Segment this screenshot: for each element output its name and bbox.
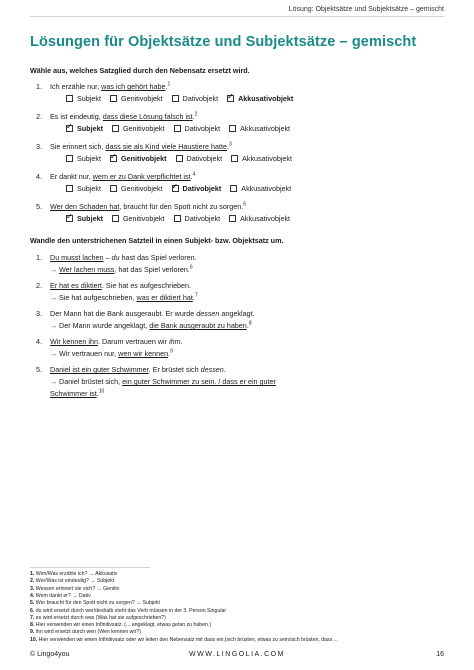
footnote-ref: 4	[192, 171, 196, 178]
sentence-text: Sie erinnert sich,	[50, 142, 106, 151]
footnote-ref: 6	[189, 264, 193, 271]
answer-text: .	[246, 321, 249, 330]
option-dativobjekt[interactable]	[172, 94, 219, 103]
footnote-text: du wird ersetzt durch wer/deshalb steht das Verb müssen in der 3. Person Singular	[35, 607, 227, 614]
header-divider	[30, 16, 444, 17]
option-label: Subjekt	[77, 214, 103, 223]
footnote	[30, 615, 166, 621]
checkbox-icon[interactable]	[231, 155, 238, 162]
item-number: 2.	[36, 281, 42, 290]
checkbox-icon[interactable]	[174, 125, 181, 132]
item-number: 1.	[36, 253, 42, 262]
option-akkusativobjekt[interactable]	[229, 214, 290, 223]
sentence	[50, 142, 232, 151]
options-row	[66, 94, 302, 103]
copyright-brand: © Lingo4you	[30, 651, 70, 658]
website-link[interactable]: WWW.LINGOLIA.COM	[189, 651, 285, 658]
footnote-number: 5.	[30, 600, 35, 607]
footnote-text: Wessen erinnert sie sich? → Genitiv	[35, 585, 120, 592]
arrow-icon: →	[50, 295, 57, 302]
option-genitivobjekt[interactable]	[110, 154, 167, 163]
arrow-icon: →	[50, 323, 57, 330]
item-number: 3.	[36, 142, 42, 151]
options-row	[66, 184, 300, 193]
option-genitivobjekt[interactable]	[110, 184, 163, 193]
option-akkusativobjekt[interactable]	[227, 94, 293, 103]
sentence-text: .	[192, 112, 195, 121]
sentence-text: . Sie hat	[101, 281, 131, 290]
task-sentence	[50, 365, 226, 374]
option-label: Genitivobjekt	[122, 124, 165, 133]
option-label: Genitivobjekt	[120, 94, 163, 103]
checkbox-icon[interactable]	[172, 185, 179, 192]
option-label: Akkusativobjekt	[242, 154, 293, 163]
checkbox-icon[interactable]	[110, 185, 117, 192]
option-label: Subjekt	[77, 154, 101, 163]
checkbox-icon[interactable]	[227, 95, 234, 102]
option-dativobjekt[interactable]	[176, 154, 223, 163]
option-label: Akkusativobjekt	[240, 214, 291, 223]
underlined-part: Wir kennen ihn	[50, 337, 98, 346]
footnote-ref: 3	[229, 141, 232, 148]
sentence	[50, 172, 195, 181]
footnote-text: Wem dankt er? → Dativ	[35, 592, 91, 599]
option-subjekt[interactable]	[66, 214, 103, 223]
option-subjekt[interactable]	[66, 184, 101, 193]
answer-underlined: ein guter Schwimmer zu sein. / dass er ein guter	[122, 377, 276, 386]
options-row	[66, 214, 299, 223]
underlined-clause: Wer den Schaden hat	[50, 202, 120, 211]
footnote-ref: 1	[167, 81, 171, 88]
sentence-text: .	[180, 337, 183, 346]
footnote-text: Wer braucht für den Spott nicht zu sorgen? → Subjekt	[35, 600, 160, 607]
footnote-text: Hier verwenden wir einen Infinitivsatz. (... angeklagt, etwas getan zu haben.)	[35, 622, 212, 629]
underlined-part: Daniel ist ein guter Schwimmer	[50, 365, 149, 374]
option-label: Subjekt	[77, 184, 101, 193]
sentence-text: Er dankt nur,	[50, 172, 93, 181]
option-subjekt[interactable]	[66, 124, 103, 133]
sentence-text: .	[227, 142, 229, 151]
task-sentence	[50, 337, 183, 346]
item-number: 3.	[36, 309, 42, 318]
footnote-ref: 8	[248, 320, 252, 327]
option-label: Genitivobjekt	[120, 184, 163, 193]
footnote	[30, 608, 226, 614]
answer-sentence	[50, 265, 193, 274]
option-akkusativobjekt[interactable]	[229, 124, 290, 133]
footnote-text: ihn wird ersetzt durch wen (Wen kennen wir?)	[35, 629, 141, 636]
item-number: 2.	[36, 112, 42, 121]
footnote	[30, 578, 114, 584]
checkbox-icon[interactable]	[172, 95, 179, 102]
footnote-ref: 9	[170, 348, 173, 355]
sentence-text: angeklagt.	[219, 309, 255, 318]
checkbox-icon[interactable]	[112, 215, 119, 222]
checkbox-icon[interactable]	[110, 95, 117, 102]
footnote	[30, 593, 91, 599]
sentence-text: .	[190, 172, 193, 181]
option-label: Subjekt	[77, 124, 103, 133]
footnote-ref: 2	[194, 111, 198, 118]
checkbox-icon[interactable]	[66, 155, 73, 162]
checkbox-icon[interactable]	[66, 215, 73, 222]
arrow-icon: →	[50, 267, 57, 274]
footnote-ref: 10	[98, 388, 105, 395]
footnote	[30, 622, 211, 628]
sentence-text: –	[103, 253, 112, 262]
underlined-clause: wem er zu Dank verpflichtet ist	[92, 172, 191, 181]
option-label: Akkusativobjekt	[241, 184, 292, 193]
footnote-number: 8.	[30, 622, 35, 629]
sentence-text: .	[165, 82, 168, 91]
option-akkusativobjekt[interactable]	[230, 184, 291, 193]
footnote-number: 7.	[30, 614, 35, 621]
answer-text: Sie hat aufgeschrieben,	[59, 293, 137, 302]
italic-word: ihm	[169, 337, 181, 346]
checkbox-icon[interactable]	[176, 155, 183, 162]
footnotes-divider	[30, 567, 150, 568]
underlined-part: Du musst lachen	[50, 253, 104, 262]
page-title: Lösungen für Objektsätze und Subjektsätze – gemischt	[30, 34, 417, 50]
footnote	[30, 600, 160, 606]
footnote-number: 2.	[30, 578, 35, 585]
footnote-number: 1.	[30, 571, 35, 577]
sentence	[50, 112, 197, 121]
sentence-text: hast das Spiel verloren.	[119, 253, 197, 262]
footnote-text: es wird ersetzt durch was (Was hat sie aufgeschrieben?)	[35, 614, 166, 621]
option-label: Akkusativobjekt	[238, 94, 294, 103]
footnote	[30, 586, 119, 592]
answer-text: Daniel brüstet sich,	[59, 377, 123, 386]
option-genitivobjekt[interactable]	[112, 214, 165, 223]
checkbox-icon[interactable]	[230, 185, 237, 192]
instruction-choose: Wähle aus, welches Satzglied durch den Nebensatz ersetzt wird.	[30, 66, 250, 75]
sentence-text: Es ist eindeutig,	[50, 112, 103, 121]
arrow-icon: →	[50, 379, 57, 386]
answer-text: Wir vertrauen nur,	[59, 349, 119, 358]
sentence-text: . Darum vertrauen wir	[97, 337, 170, 346]
footnote-number: 10.	[30, 636, 38, 643]
answer-underlined: Schwimmer ist	[50, 389, 97, 398]
item-number: 4.	[36, 337, 42, 346]
italic-word: dessen	[196, 309, 220, 318]
item-number: 1.	[36, 82, 42, 91]
answer-underlined: die Bank ausgeraubt zu haben	[149, 321, 247, 330]
italic-word: dessen	[200, 365, 224, 374]
item-number: 4.	[36, 172, 42, 181]
option-label: Dativobjekt	[184, 124, 221, 133]
footnote	[30, 637, 338, 643]
italic-word: es	[130, 281, 138, 290]
footnote-text: Wen/Was erzähle ich? → Akkusativ	[35, 571, 118, 577]
answer-sentence	[50, 321, 252, 330]
option-label: Dativobjekt	[182, 184, 222, 193]
answer-text: .	[168, 349, 171, 358]
footnote-text: Wer/Was ist eindeutig? → Subjekt	[35, 578, 115, 585]
sentence-text: . Er brüstet sich	[148, 365, 201, 374]
option-label: Dativobjekt	[184, 214, 221, 223]
option-label: Dativobjekt	[186, 154, 223, 163]
option-akkusativobjekt[interactable]	[231, 154, 292, 163]
answer-underlined: wen wir kennen	[118, 349, 169, 358]
checkbox-icon[interactable]	[66, 125, 73, 132]
checkbox-icon[interactable]	[174, 215, 181, 222]
underlined-clause: was ich gehört habe	[101, 82, 166, 91]
options-row	[66, 124, 299, 133]
option-genitivobjekt[interactable]	[112, 124, 165, 133]
option-dativobjekt[interactable]	[174, 214, 221, 223]
answer-text: .	[96, 389, 99, 398]
footnote-number: 4.	[30, 592, 35, 599]
italic-word: du	[111, 253, 120, 262]
answer-text: , hat das Spiel verloren.	[114, 265, 190, 274]
option-label: Subjekt	[77, 94, 101, 103]
answer-sentence	[50, 377, 276, 386]
footnote-number: 9.	[30, 629, 35, 636]
running-head: Lösung: Objektsätze und Subjektsätze – gemischt	[288, 6, 444, 13]
footnote	[30, 629, 141, 635]
item-number: 5.	[36, 365, 42, 374]
task-sentence	[50, 253, 197, 262]
footnote-ref: 7	[194, 292, 198, 299]
footnote	[30, 571, 117, 577]
option-label: Genitivobjekt	[120, 154, 167, 163]
answer-continuation	[50, 389, 104, 398]
answer-sentence	[50, 293, 198, 302]
checkbox-icon[interactable]	[229, 125, 236, 132]
checkbox-icon[interactable]	[110, 155, 117, 162]
sentence	[50, 202, 246, 211]
options-row	[66, 154, 301, 163]
footnote-number: 6.	[30, 607, 35, 614]
checkbox-icon[interactable]	[66, 185, 73, 192]
footnote-ref: 5	[243, 201, 247, 208]
sentence	[50, 82, 170, 91]
checkbox-icon[interactable]	[112, 125, 119, 132]
option-subjekt[interactable]	[66, 154, 101, 163]
answer-sentence	[50, 349, 173, 358]
arrow-icon: →	[50, 351, 57, 358]
footnote-text: Hier verwenden wir einen Infinitivsatz oder wir leiten den Nebensatz mit dass ein.(sich brüsten, etwas zu sein/sich brüsten, dass ...	[38, 636, 338, 643]
page-number: 16	[436, 651, 444, 658]
underlined-clause: dass sie als Kind viele Haustiere hatte	[105, 142, 227, 151]
sentence-text: Ich erzähle nur,	[50, 82, 102, 91]
task-sentence	[50, 309, 255, 318]
option-dativobjekt[interactable]	[172, 184, 222, 193]
checkbox-icon[interactable]	[66, 95, 73, 102]
sentence-text: aufgeschrieben.	[137, 281, 192, 290]
option-genitivobjekt[interactable]	[110, 94, 163, 103]
option-subjekt[interactable]	[66, 94, 101, 103]
item-number: 5.	[36, 202, 42, 211]
checkbox-icon[interactable]	[229, 215, 236, 222]
sentence-text: Der Mann hat die Bank ausgeraubt. Er wurde	[50, 309, 197, 318]
option-label: Dativobjekt	[182, 94, 219, 103]
answer-underlined: was er diktiert hat	[136, 293, 193, 302]
footnote-number: 3.	[30, 585, 35, 592]
task-sentence	[50, 281, 191, 290]
sentence-text: .	[223, 365, 226, 374]
answer-text: Der Mann wurde angeklagt,	[59, 321, 150, 330]
answer-text: .	[192, 293, 195, 302]
instruction-transform: Wandle den unterstrichenen Satzteil in einen Subjekt- bzw. Objektsatz um.	[30, 236, 284, 245]
underlined-clause: dass diese Lösung falsch ist	[102, 112, 193, 121]
option-label: Genitivobjekt	[122, 214, 165, 223]
underlined-part: Er hat es diktiert	[50, 281, 102, 290]
sentence-text: , braucht für den Spott nicht zu sorgen.	[119, 202, 244, 211]
answer-underlined: Wer lachen muss	[59, 265, 115, 274]
option-dativobjekt[interactable]	[174, 124, 221, 133]
option-label: Akkusativobjekt	[240, 124, 291, 133]
